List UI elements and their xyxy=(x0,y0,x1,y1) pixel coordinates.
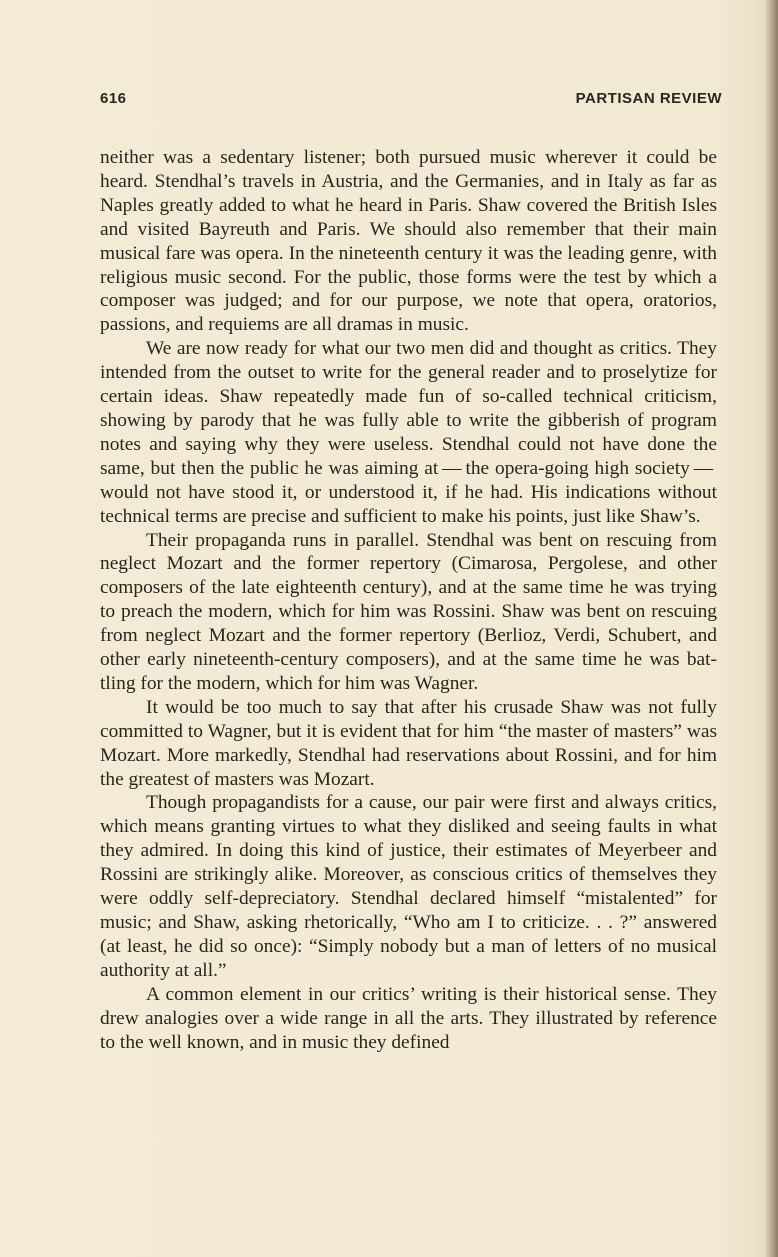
paragraph: We are now ready for what our two men did and thought as critics. They intended from the outset to write for the general reader and to proselytize for certain ideas. Shaw repeatedly made fun of so-called technical criticism, showing by parody that he was fully able to write the gibberish of program notes and saying why they were useless. Stendhal could not have done the same, but then the public he was aiming at — the opera-going high society — would not have stood it, or understood it, if he had. His indications without technical terms are precise and sufficient to make his points, just like Shaw’s. xyxy=(100,338,717,527)
paragraph: Their propaganda runs in parallel. Stendhal was bent on rescuing from neglect Mozart and the former repertory (Cimarosa, Pergolese, and other composers of the late eighteenth century), and at the same time he was trying to preach the modern, which for him was Rossini. Shaw was bent on rescuing from neglect Mozart and the former repertory (Berlioz, Verdi, Schubert, and other early nineteenth-century composers), and at the same time he was battling for the modern, which for him was Wagner. xyxy=(100,529,717,694)
paragraph: A common element in our critics’ writing is their historical sense. They drew analogies over a wide range in all the arts. They illustrated by reference to the well known, and in music they defined xyxy=(100,983,717,1053)
running-head: PARTISAN REVIEW xyxy=(575,90,722,107)
page-header xyxy=(100,90,722,112)
body-text xyxy=(100,146,717,1054)
paragraph: It would be too much to say that after his crusade Shaw was not fully committed to Wagner, but it is evident that for him “the master of masters” was Mozart. More markedly, Stendhal had reservations about Rossini, and for him the greatest of masters was Mozart. xyxy=(100,696,717,790)
page-binding-edge xyxy=(764,0,778,1257)
paragraph: Though propagandists for a cause, our pair were first and always critics, which means granting virtues to what they disliked and seeing faults in what they admired. In doing this kind of justice, their estimates of Meyerbeer and Rossini are strikingly alike. Moreover, as conscious critics of themselves they were oddly self-depreciatory. Stendhal declared himself “mistalented” for music; and Shaw, asking rhetorically, “Who am I to criticize. . . ?” answered (at least, he did so once): “Simply nobody but a man of letters of no musical authority at all.” xyxy=(100,792,717,981)
page-number: 616 xyxy=(100,90,127,107)
paragraph: neither was a sedentary listener; both pursued music wherever it could be heard. Stendhal’s travels in Austria, and the Germanies, and in Italy as far as Naples greatly added to what he heard in Paris. Shaw covered the British Isles and visited Bayreuth and Paris. We should also remember that their main musical fare was opera. In the nineteenth century it was the leading genre, with religious music second. For the public, those forms were the test by which a composer was judged; and for our purpose, we note that opera, oratorios, passions, and requiems are all dramas in music. xyxy=(100,147,717,336)
